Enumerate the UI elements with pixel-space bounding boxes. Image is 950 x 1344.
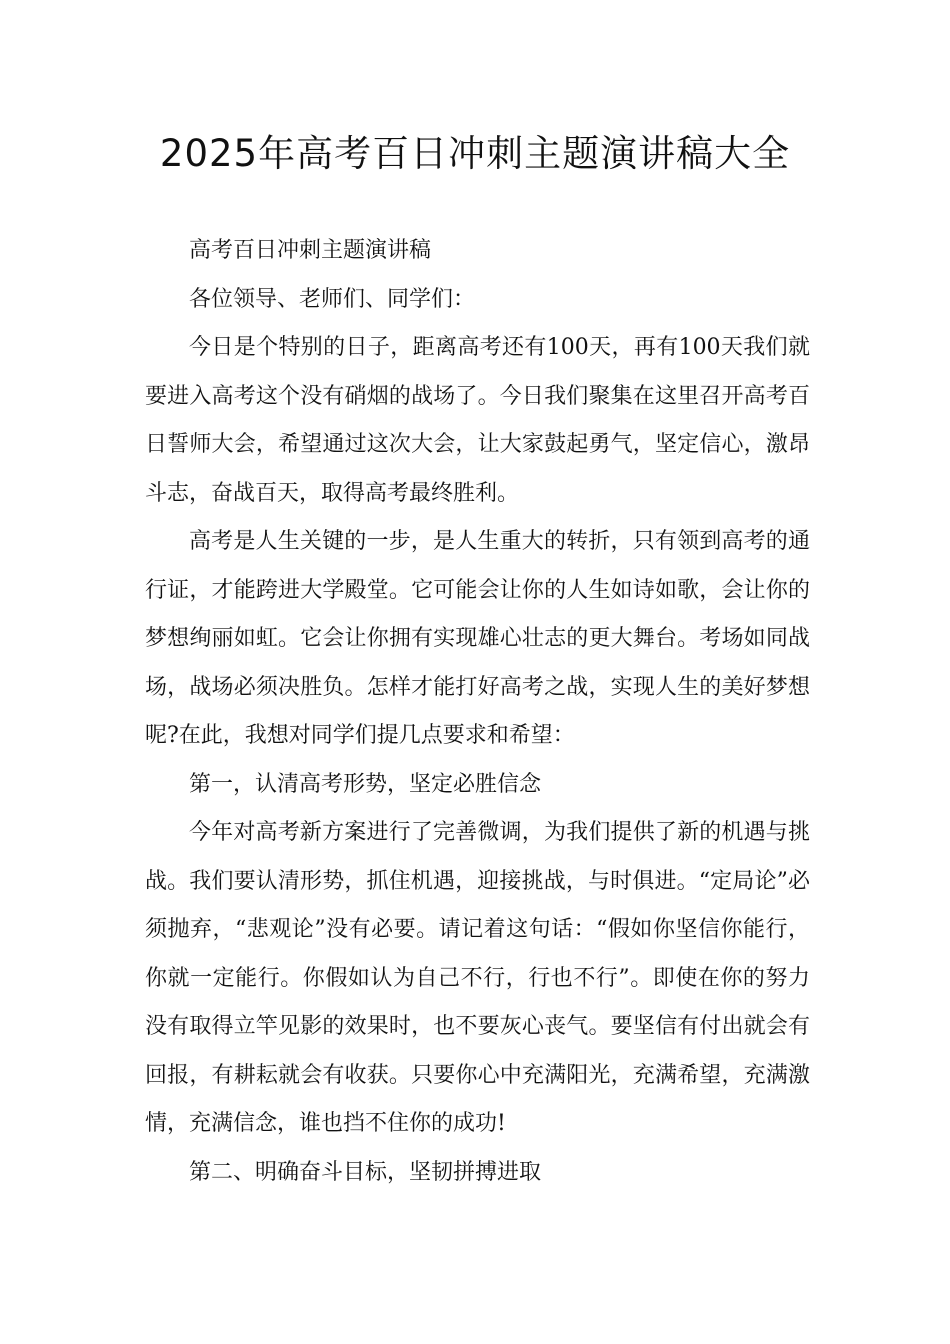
section-heading-1: 第一，认清高考形势，坚定必胜信念	[189, 771, 542, 797]
paragraph-salutation: 各位领导、老师们、同学们：	[189, 286, 476, 312]
paragraph-intro: 今日是个特别的日子，距离高考还有100天，再有100天我们就要进入高考这个没有硝烟的战场了。今日我们聚集在这里召开高考百日誓师大会，希望通过这次大会，让大家鼓起勇气，坚定信心，激昂斗志，奋战百天，取得高考最终胜利。	[145, 335, 810, 506]
section-heading-2: 第二、明确奋斗目标，坚韧拼搏进取	[189, 1159, 542, 1185]
document-title: 2025年高考百日冲刺主题演讲稿大全	[159, 132, 791, 175]
paragraph-section-1: 今年对高考新方案进行了完善微调，为我们提供了新的机遇与挑战。我们要认清形势，抓住机遇，迎接挑战，与时俱进。“定局论”必须抛弃，“悲观论”没有必要。请记着这句话：“假如你坚信你能行，你就一定能行。你假如认为自己不行，行也不行”。即使在你的努力没有取得立竿见影的效果时，也不要灰心丧气。要坚信有付出就会有回报，有耕耘就会有收获。只要你心中充满阳光，充满希望，充满激情，充满信念，谁也挡不住你的成功!	[145, 820, 810, 1136]
document-body	[145, 227, 810, 1197]
paragraph-significance: 高考是人生关键的一步，是人生重大的转折，只有领到高考的通行证，才能跨进大学殿堂。它可能会让你的人生如诗如歌，会让你的梦想绚丽如虹。它会让你拥有实现雄心壮志的更大舞台。考场如同战场，战场必须决胜负。怎样才能打好高考之战，实现人生的美好梦想呢?在此，我想对同学们提几点要求和希望：	[145, 529, 810, 748]
paragraph-subtitle: 高考百日冲刺主题演讲稿	[189, 238, 432, 263]
